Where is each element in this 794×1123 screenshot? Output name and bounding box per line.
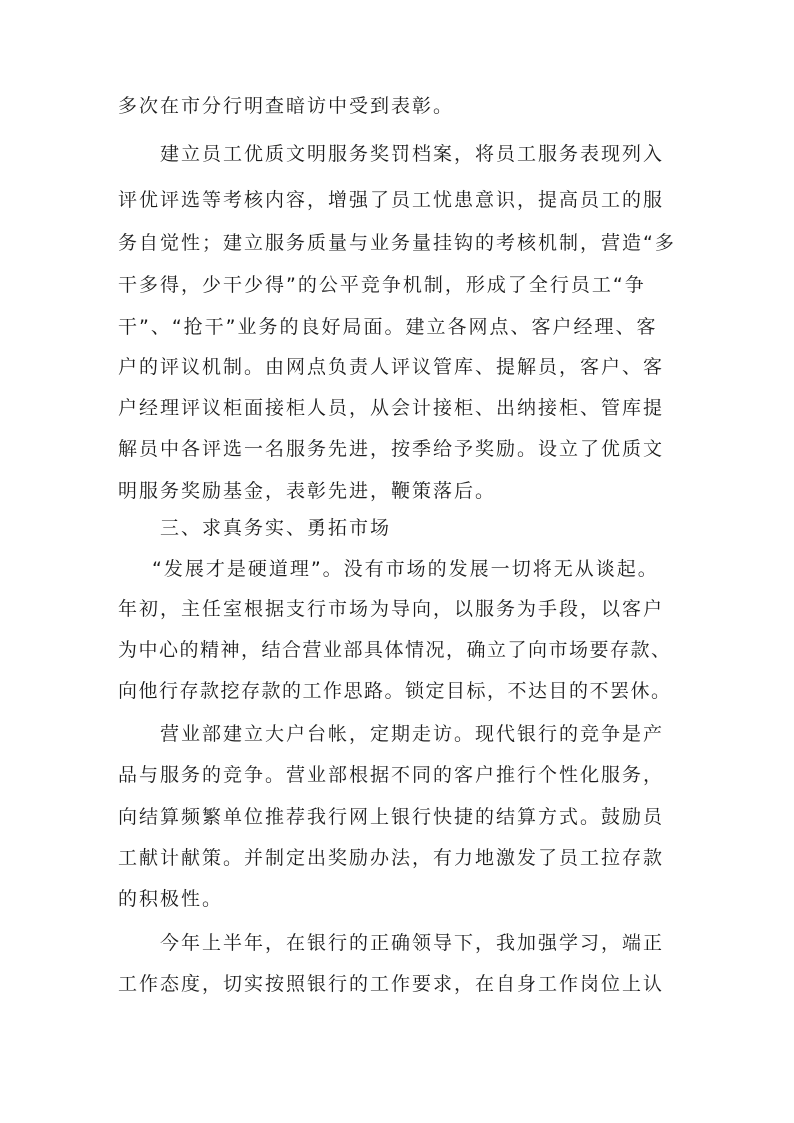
text-line: 务自觉性；建立服务质量与业务量挂钩的考核机制，营造“多 [118, 232, 676, 254]
text-line: 品与服务的竞争。营业部根据不同的客户推行个性化服务， [118, 764, 665, 786]
text-line: 户经理评议柜面接柜人员，从会计接柜、出纳接柜、管库提 [118, 397, 665, 419]
text-line: “发展才是硬道理”。没有市场的发展一切将无从谈起。 [152, 558, 659, 580]
text-line: 今年上半年，在银行的正确领导下，我加强学习，端正 [160, 932, 665, 954]
text-line: 向结算频繁单位推荐我行网上银行快捷的结算方式。鼓励员 [118, 806, 665, 828]
text-line: 干”、“抢干”业务的良好局面。建立各网点、客户经理、客 [118, 316, 658, 338]
section-heading: 三、求真务实、勇拓市场 [160, 517, 392, 539]
text-line: 工献计献策。并制定出奖励办法，有力地激发了员工拉存款 [118, 847, 665, 869]
text-line: 户的评议机制。由网点负责人评议管库、提解员，客户、客 [118, 356, 665, 378]
text-line: 为中心的精神，结合营业部具体情况，确立了向市场要存款、 [118, 639, 672, 661]
text-line: 明服务奖励基金，表彰先进，鞭策落后。 [118, 480, 497, 502]
text-line: 干多得，少干少得”的公平竞争机制，形成了全行员工“争 [118, 274, 646, 296]
text-line: 解员中各评选一名服务先进，按季给予奖励。设立了优质文 [118, 438, 665, 460]
text-line: 营业部建立大户台帐，定期走访。现代银行的竞争是产 [160, 723, 665, 745]
text-line: 建立员工优质文明服务奖罚档案，将员工服务表现列入 [160, 143, 665, 165]
text-line: 工作态度，切实按照银行的工作要求，在自身工作岗位上认 [118, 973, 665, 995]
text-line: 评优评选等考核内容，增强了员工忧患意识，提高员工的服 [118, 189, 665, 211]
text-line: 向他行存款挖存款的工作思路。锁定目标，不达目的不罢休。 [118, 680, 672, 702]
text-line: 的积极性。 [118, 888, 224, 910]
text-line: 年初，主任室根据支行市场为导向，以服务为手段，以客户 [118, 598, 665, 620]
text-line: 多次在市分行明查暗访中受到表彰。 [118, 95, 455, 117]
